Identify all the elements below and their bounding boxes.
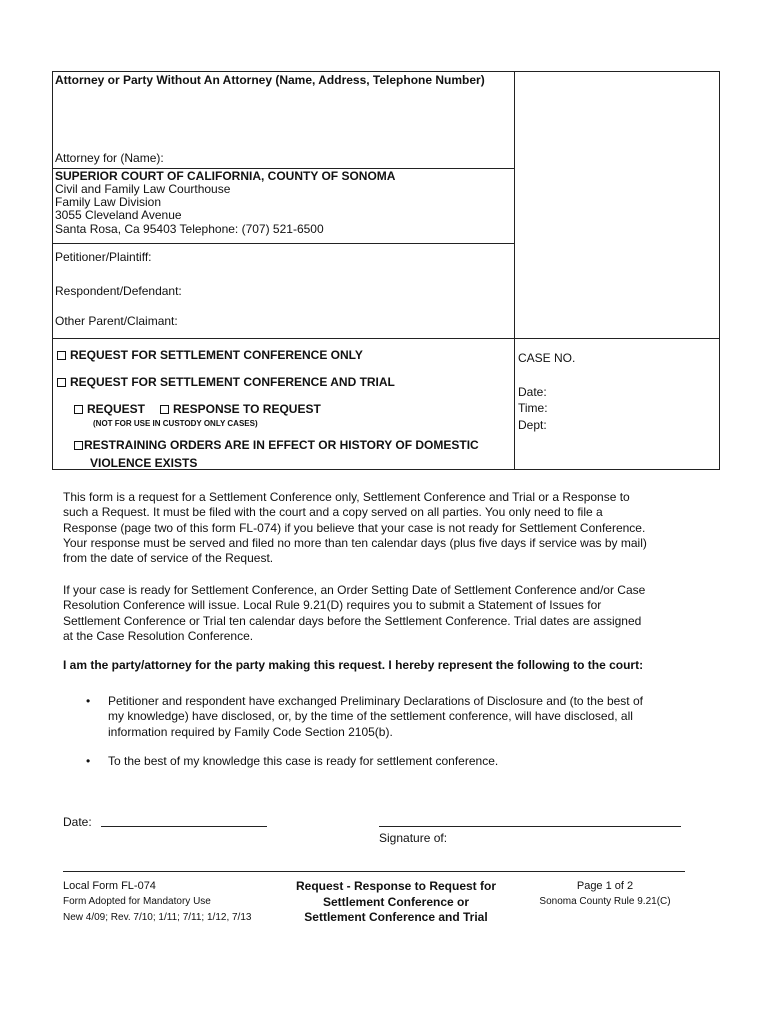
other-parent-label: Other Parent/Claimant:	[55, 314, 178, 328]
para1-line: such a Request. It must be filed with the court and a copy served on all parties. You only need to file a	[63, 505, 603, 520]
option-request-label: REQUEST	[87, 402, 146, 416]
footer-adopted: Form Adopted for Mandatory Use	[63, 896, 211, 907]
bullet-1: •	[86, 694, 91, 708]
para2-line: Settlement Conference or Trial ten calendar days before the Settlement Conference. Trial dates are assigned	[63, 613, 642, 628]
instructions-paragraph-2	[63, 583, 693, 644]
option-settlement-only[interactable]	[57, 348, 363, 362]
footer-page: Page 1 of 2	[576, 880, 634, 892]
caption-requests-divider	[52, 338, 720, 339]
footer-title	[268, 879, 524, 926]
footer-title-line-3: Settlement Conference and Trial	[304, 910, 488, 924]
option-settlement-only-label: REQUEST FOR SETTLEMENT CONFERENCE ONLY	[70, 348, 363, 362]
court-parties-divider	[52, 243, 514, 244]
court-line-3: 3055 Cleveland Avenue	[55, 208, 182, 222]
instructions-paragraph-1	[63, 490, 693, 566]
option-restraining-orders[interactable]	[74, 438, 479, 452]
footer-rule	[63, 871, 685, 872]
para2-line: If your case is ready for Settlement Conference, an Order Setting Date of Settlement Conference and/or Case	[63, 583, 646, 597]
option-request[interactable]	[74, 402, 145, 416]
para1-line: Your response must be served and filed no more than ten calendar days (plus five days if service was by mail)	[63, 535, 647, 550]
option-response[interactable]	[160, 402, 321, 416]
dept-label: Dept:	[518, 418, 547, 432]
signature-of-label: Signature of:	[379, 831, 448, 845]
caption-right-divider	[514, 71, 515, 338]
footer-rule-ref: Sonoma County Rule 9.21(C)	[539, 896, 671, 907]
attorney-header: Attorney or Party Without An Attorney (Name, Address, Telephone Number)	[55, 73, 485, 87]
court-line-4: Santa Rosa, Ca 95403 Telephone: (707) 521-6500	[55, 222, 324, 236]
checkbox-settlement-and-trial[interactable]	[57, 378, 66, 387]
para1-line: This form is a request for a Settlement Conference only, Settlement Conference and Trial or a Response to	[63, 490, 630, 504]
signature-date-label: Date:	[63, 815, 92, 829]
respondent-label: Respondent/Defendant:	[55, 284, 182, 298]
bullet1-line: Petitioner and respondent have exchanged Preliminary Declarations of Disclosure and (to the best of	[108, 694, 643, 708]
bullet1-line: information required by Family Code Section 2105(b).	[108, 724, 393, 739]
petitioner-label: Petitioner/Plaintiff:	[55, 250, 152, 264]
signature-date-line[interactable]	[101, 826, 267, 827]
requests-case-divider	[514, 338, 515, 470]
para2-line: at the Case Resolution Conference.	[63, 628, 254, 643]
option-restraining-label-1: RESTRAINING ORDERS ARE IN EFFECT OR HISTORY OF DOMESTIC	[84, 438, 479, 452]
option-response-label: RESPONSE TO REQUEST	[173, 402, 321, 416]
caption-table	[52, 71, 720, 470]
attorney-for-label: Attorney for (Name):	[55, 151, 164, 165]
checkbox-response[interactable]	[160, 405, 169, 414]
court-line-2: Family Law Division	[55, 195, 162, 209]
para1-line: from the date of service of the Request.	[63, 551, 274, 566]
date-label: Date:	[518, 385, 547, 399]
bullet1-line: my knowledge) have disclosed, or, by the time of the settlement conference, will have disclosed, all	[108, 709, 633, 724]
option-settlement-and-trial[interactable]	[57, 375, 395, 389]
court-line-1: Civil and Family Law Courthouse	[55, 182, 231, 196]
declaration-statement: I am the party/attorney for the party making this request. I hereby represent the following to the court:	[63, 658, 644, 672]
option-restraining-label-2: VIOLENCE EXISTS	[90, 456, 198, 470]
bullet-2-text: To the best of my knowledge this case is ready for settlement conference.	[108, 754, 499, 768]
time-label: Time:	[518, 401, 548, 415]
option-settlement-and-trial-label: REQUEST FOR SETTLEMENT CONFERENCE AND TRIAL	[70, 375, 395, 389]
footer-title-line-2: Settlement Conference or	[322, 894, 470, 909]
checkbox-request[interactable]	[74, 405, 83, 414]
court-name: SUPERIOR COURT OF CALIFORNIA, COUNTY OF SONOMA	[55, 169, 396, 183]
custody-note: (NOT FOR USE IN CUSTODY ONLY CASES)	[93, 419, 258, 428]
checkbox-restraining-orders[interactable]	[74, 441, 83, 450]
case-no-label: CASE NO.	[518, 351, 576, 365]
para2-line: Resolution Conference will issue. Local Rule 9.21(D) requires you to submit a Statement of Issues for	[63, 598, 602, 613]
footer-revisions: New 4/09; Rev. 7/10; 1/11; 7/11; 1/12, 7/13	[63, 912, 252, 923]
bullet-1-text	[108, 694, 698, 740]
bullet-2: •	[86, 754, 91, 768]
checkbox-settlement-only[interactable]	[57, 351, 66, 360]
footer-title-line-1: Request - Response to Request for	[295, 879, 497, 893]
para1-line: Response (page two of this form FL-074) if you believe that your case is not ready for Settlement Conference.	[63, 520, 646, 535]
signature-line[interactable]	[379, 826, 681, 827]
footer-form-number: Local Form FL-074	[63, 880, 156, 892]
